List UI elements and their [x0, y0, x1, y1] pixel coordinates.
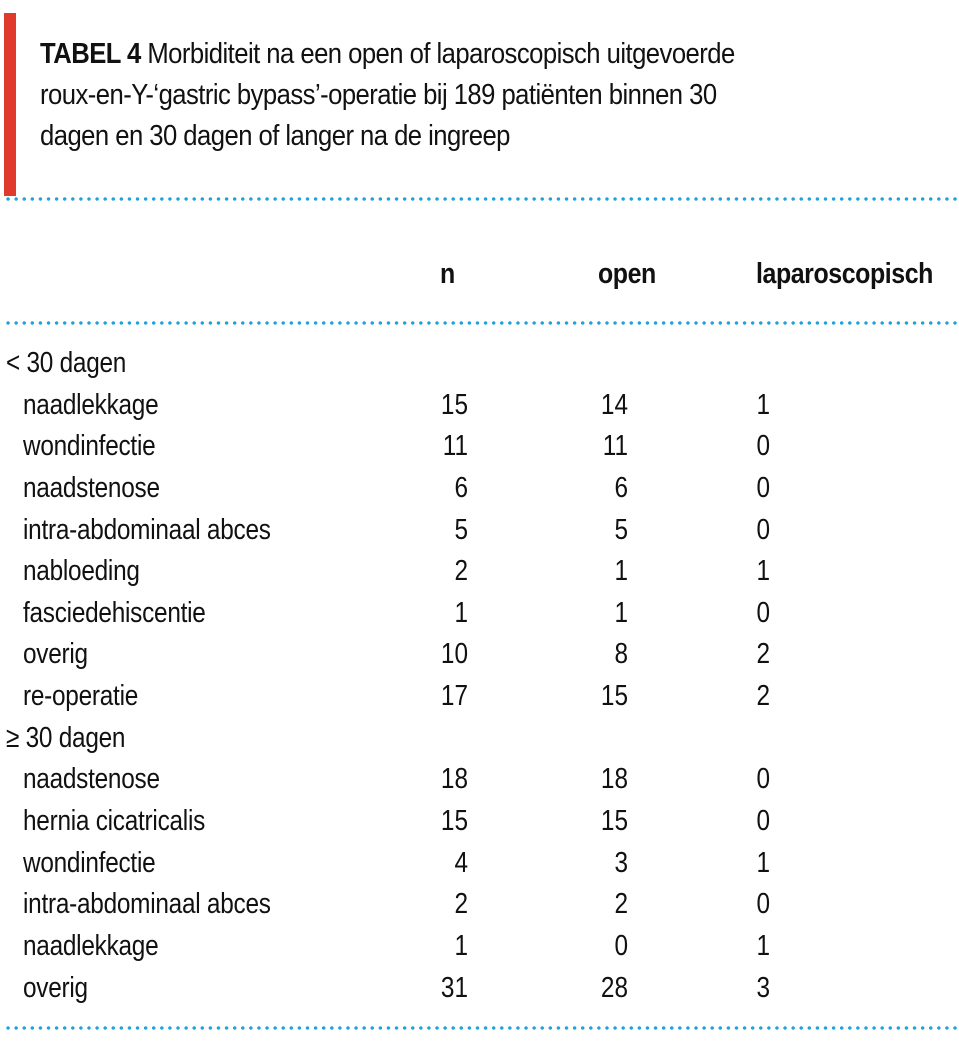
cell-n: 1 — [454, 596, 468, 629]
cell-laparoscopisch: 0 — [756, 805, 770, 838]
cell-laparoscopisch: 1 — [756, 929, 770, 962]
separator-top — [4, 197, 957, 201]
row-label: naadstenose — [23, 763, 160, 796]
cell-open: 0 — [614, 929, 628, 962]
cell-open: 18 — [600, 763, 628, 796]
separator-bottom — [4, 1026, 957, 1030]
row-label: intra-abdominaal abces — [23, 513, 271, 546]
cell-laparoscopisch: 1 — [756, 846, 770, 879]
table-row — [0, 385, 959, 427]
row-label: wondinfectie — [23, 846, 156, 879]
column-header-n: n — [440, 258, 455, 290]
row-label: naadlekkage — [23, 929, 159, 962]
cell-laparoscopisch: 0 — [756, 596, 770, 629]
row-label: naadstenose — [23, 471, 160, 504]
column-header-open: open — [598, 258, 656, 290]
row-label: overig — [23, 971, 88, 1004]
caption-text-1: Morbiditeit na een open of laparoscopisch uitgevoerde — [147, 38, 735, 70]
cell-open: 5 — [614, 513, 628, 546]
cell-laparoscopisch: 3 — [756, 971, 770, 1004]
caption-line-3: dagen en 30 dagen of langer na de ingreep — [40, 120, 510, 152]
cell-laparoscopisch: 0 — [756, 513, 770, 546]
row-label: wondinfectie — [23, 430, 156, 463]
row-label: overig — [23, 638, 88, 671]
cell-open: 6 — [614, 471, 628, 504]
table-row — [0, 926, 959, 968]
row-label: nabloeding — [23, 555, 140, 588]
table-row — [0, 593, 959, 635]
group-row — [0, 343, 959, 385]
cell-laparoscopisch: 1 — [756, 555, 770, 588]
cell-open: 14 — [600, 388, 628, 421]
cell-n: 4 — [454, 846, 468, 879]
table-row — [0, 801, 959, 843]
row-label: fasciedehiscentie — [23, 596, 206, 629]
row-label: hernia cicatricalis — [23, 805, 206, 838]
column-header-laparoscopisch: laparoscopisch — [756, 258, 933, 290]
table-row — [0, 634, 959, 676]
separator-header — [4, 321, 957, 325]
group-label: ≥ 30 dagen — [6, 721, 126, 754]
table-row — [0, 426, 959, 468]
cell-n: 6 — [454, 471, 468, 504]
table-body — [0, 343, 959, 1009]
cell-n: 10 — [440, 638, 468, 671]
table-row — [0, 676, 959, 718]
cell-laparoscopisch: 0 — [756, 888, 770, 921]
table-row — [0, 551, 959, 593]
table-row — [0, 884, 959, 926]
cell-n: 31 — [440, 971, 468, 1004]
table-row — [0, 468, 959, 510]
table-row — [0, 759, 959, 801]
cell-n: 1 — [454, 929, 468, 962]
table-row — [0, 843, 959, 885]
table-row — [0, 968, 959, 1010]
table-label: TABEL 4 — [40, 38, 141, 70]
cell-n: 18 — [440, 763, 468, 796]
cell-laparoscopisch: 1 — [756, 388, 770, 421]
caption-line-2: roux-en-Y-‘gastric bypass’-operatie bij 189 patiënten binnen 30 — [40, 79, 717, 111]
cell-open: 28 — [600, 971, 628, 1004]
table-caption — [40, 34, 859, 157]
table-row — [0, 510, 959, 552]
cell-n: 11 — [442, 430, 468, 463]
cell-laparoscopisch: 0 — [756, 430, 770, 463]
group-row — [0, 718, 959, 760]
cell-open: 15 — [600, 680, 628, 713]
cell-n: 15 — [440, 388, 468, 421]
cell-laparoscopisch: 2 — [756, 638, 770, 671]
row-label: naadlekkage — [23, 388, 159, 421]
cell-laparoscopisch: 0 — [756, 763, 770, 796]
cell-n: 15 — [440, 805, 468, 838]
cell-open: 15 — [600, 805, 628, 838]
cell-n: 2 — [454, 555, 468, 588]
cell-laparoscopisch: 0 — [756, 471, 770, 504]
cell-laparoscopisch: 2 — [756, 680, 770, 713]
cell-open: 1 — [614, 555, 628, 588]
cell-open: 1 — [614, 596, 628, 629]
cell-open: 8 — [614, 638, 628, 671]
group-label: < 30 dagen — [6, 347, 127, 379]
row-label: intra-abdominaal abces — [23, 888, 271, 921]
cell-open: 2 — [614, 888, 628, 921]
cell-open: 11 — [602, 430, 628, 463]
accent-bar — [4, 13, 16, 196]
cell-open: 3 — [614, 846, 628, 879]
cell-n: 17 — [440, 680, 468, 713]
cell-n: 5 — [454, 513, 468, 546]
caption-line-1 — [40, 34, 859, 75]
row-label: re-operatie — [23, 680, 139, 713]
cell-n: 2 — [454, 888, 468, 921]
